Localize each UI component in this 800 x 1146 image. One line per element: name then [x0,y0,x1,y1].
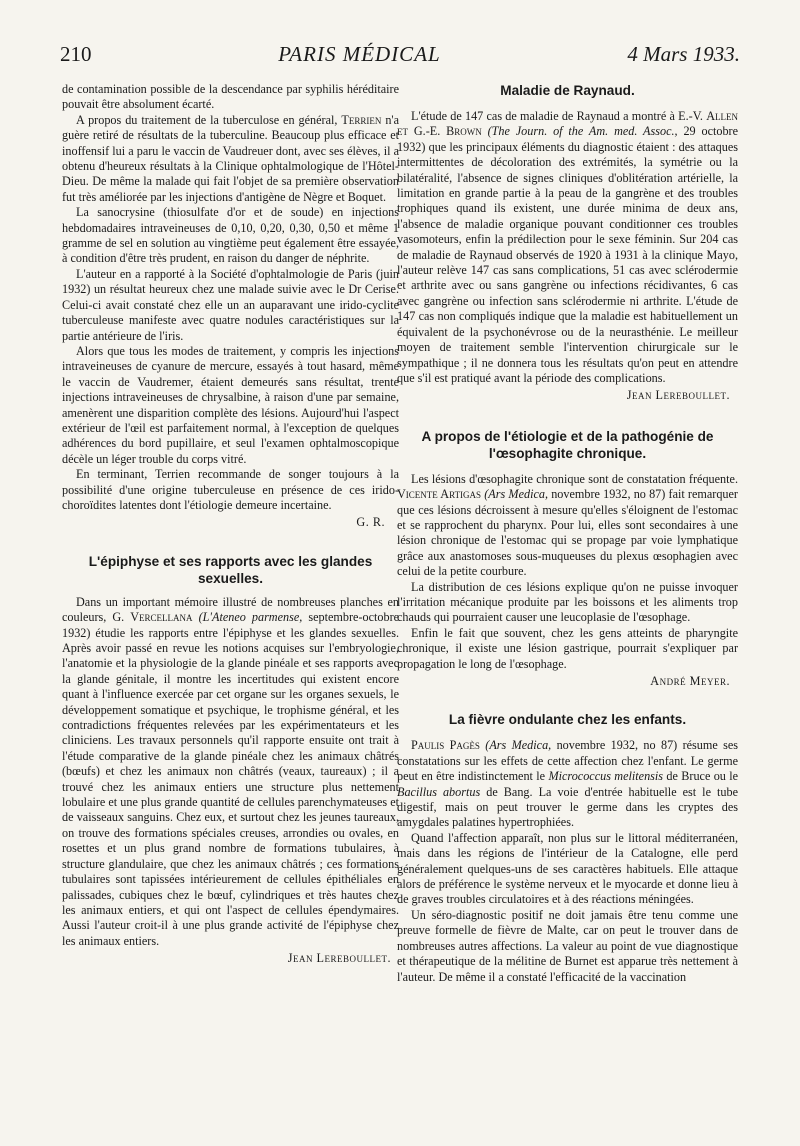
section-title-fievre: La fièvre ondulante chez les enfants. [448,712,687,728]
paragraph: L'auteur en a rapporté à la Société d'ophtalmologie de Paris (juin 1932) un résultat heureux chez une malade suivie avec le Dr Cerise. Celui-ci avait constaté chez elle un an auparavant une irido-cyclite tuberculeuse manifeste avec quatre nodules caractéristiques sur la partie antérieure de l'iris. [62,266,399,343]
paragraph: La distribution de ces lésions explique qu'on ne puisse invoquer l'irritation mécanique produite par les boissons et les aliments trop chauds qui pourraient causer une leucoplasie de l'œsophage. [397,579,738,625]
germ-name: Micrococcus melitensis [548,769,664,784]
page-number: 210 [60,42,92,66]
page-header [60,42,740,74]
signature: G. R. [356,515,385,530]
paragraph: L'étude de 147 cas de maladie de Raynaud a montré à E.-V. Allen et G.-E. Brown (The Journ. of the Am. med. Assoc., 29 octobre 1932) que les principaux éléments du diagnostic étaient : des attaques intermittentes de décoloration des extrémités, la symétrie ou la bilatéralité, l'absence de signes cliniques d'oblitération artérielle, la limitation en grande partie à la peau de la gangrène et des troubles trophiques quand ils existent, une durée minima de deux ans, l'absence de maladie organique pouvant conditionner ces troubles vasomoteurs, enfin la prédilection pour le sexe féminin. Sur 204 cas de maladie de Raynaud observés de 1920 à 1931 à la clinique Mayo, l'auteur relève 147 cas sans complications, 51 cas avec sclérodermie et arthrite avec ou sans gangrène ou infections récidivantes, 6 cas avec gangrène ou infection sans sclérodermie ni arthrite. L'étude de 147 cas non compliqués indique que la maladie est habituellement un équivalent de la psychonévrose ou de la neurasthénie. Le meilleur moyen de traitement semble l'intervention chirurgicale sur le sympathique ; il ne donnera tous les résultats qu'on peut en attendre que s'il est pratiqué avant la période des complications. [397,109,739,385]
paragraph: Un séro-diagnostic positif ne doit jamais être tenu comme une preuve formelle de fièvre de Malte, car on peut le trouver dans de nombreuses autres affections. La valeur au point de vue diagnostique et thérapeutique de la mélitine de Burnet est apparue très nettement à l'auteur. De même il a constaté l'efficacité de la vaccination [397,907,738,984]
paragraph: En terminant, Terrien recommande de songer toujours à la possibilité d'une origine tuberculeuse en présence de ces irido-choroïdites latentes dont l'étiologie demeure incertaine. [62,467,399,512]
author-name: Paulis Pagès [411,738,480,753]
paragraph: Enfin le fait que souvent, chez les gens atteints de pharyngite chronique, il existe une lésion gastrique, pourrait s'expliquer par propagation le long de l'œsophage. [397,625,738,671]
section-title-epiphyse: L'épiphyse et ses rapports avec les glandes sexuelles. [88,553,373,586]
source-title: (Ars Medica, [484,487,549,502]
paragraph: Alors que tous les modes de traitement, y compris les injections intraveineuses de cyanure de mercure, essayés à tout hasard, même le vaccin de Vaudremer, étaient demeurés sans résultat, trente injections intraveineuses de chrysalbine, à raison d'une par semaine, amenèrent une disparition complète des lésions. Aujourd'hui l'aspect extérieur de l'œil est parfaitement normal, à l'exception de quelques adhérences du bord pupillaire, et seul l'examen ophtalmoscopique décèle un léger trouble du corps vitré. [62,343,399,466]
section-title-oesophagite: A propos de l'étiologie et de la pathogénie de l'œsophagite chronique. [421,428,714,461]
signature: Jean Lereboullet. [626,388,730,403]
signature: Jean Lereboullet. [287,951,391,966]
left-column [62,82,399,967]
author-name: Vicente Artigas [397,487,482,502]
paragraph: de contamination possible de la descendance par syphilis héréditaire pouvait être absolument écarté. [62,82,399,112]
paragraph: Paulis Pagès (Ars Medica, novembre 1932, no 87) résume ses constatations sur les effets de cette affection chez l'enfant. Le germe peut en être indistinctement le Micrococcus melitensis de Bruce ou le Bacillus abortus de Bang. La voie d'entrée habituelle est le tube digestif, mais on peut trouver le germe dans les cryptes des amygdales palatines hypertrophiées. [397,738,739,830]
paragraph: A propos du traitement de la tuberculose en général, Terrien n'a guère retiré de résultats de la tuberculine. Beaucoup plus efficace et inoffensif lui a paru le vaccin de Vaudreuer dont, avec ses élèves, il a obtenu d'heureux résultats à la Clinique ophtalmologique de l'Hôtel-Dieu. De même la malade qui fait l'objet de sa première observation fut très améliorée par les injections d'antigène de Nègre et Boquet. [62,112,400,204]
right-column [397,82,738,985]
issue-date: 4 Mars 1933. [627,42,740,66]
paragraph: Quand l'affection apparaît, non plus sur le littoral méditerranéen, mais dans les régions de l'intérieur de la Catalogne, elle perd généralement quelques-uns de ses caractères habituels. Elle attaque alors de préférence le système nerveux et le myocarde et donne lieu à de graves troubles circulatoires et à des réactions méningées. [397,830,738,907]
author-name: Vercellana [130,610,193,625]
source-title: (The Journ. of the Am. med. Assoc., [487,124,678,139]
paragraph: Les lésions d'œsophagite chronique sont de constatation fréquente. Vicente Artigas (Ars Medica, novembre 1932, no 87) fait remarquer que ces lésions décroissent à mesure qu'elles s'éloignent de l'estomac et se rapprochent du pharynx. Pour lui, elles sont secondaires à une lésion chronique de l'estomac qui se propage par voie lymphatique grâce aux anastomoses sous-muqueuses du plexus œsophagien avec celui de la petite courbure. [397,471,738,579]
journal-title: PARIS MÉDICAL [278,42,441,66]
source-title: (L'Ateneo parmense, [198,610,303,625]
source-title: (Ars Medica, [485,738,552,753]
germ-name: Bacillus abortus [397,784,481,799]
author-name: Terrien [341,112,382,127]
paragraph: Dans un important mémoire illustré de nombreuses planches en couleurs, G. Vercellana (L'Ateneo parmense, septembre-octobre 1932) étudie les rapports entre l'épiphyse et les glandes sexuelles. Après avoir passé en revue les notions acquises sur l'embryologie, l'anatomie et la physiologie de la glande pinéale et ses rapports avec la glande génitale, il montre les incertitudes qui existent encore quant à l'influence exercée par cet organe sur les organes sexuels, le développement somatique et psychique, le trophisme général, et les contradictions fréquentes relevées par les expérimentateurs et les cliniciens. Les travaux personnels qu'il rapporte ensuite ont trait à l'étude comparative de la glande pinéale chez les animaux châtrés (bœufs) et chez les animaux non châtrés (veaux, taureaux) ; il a trouvé chez les animaux entiers une structure plus nettement lobulaire et une plus grande quantité de cellules parenchymateuses et de vaisseaux sanguins. Chez eux, et surtout chez les jeunes taureaux, on trouve des formations spéciales creuses, arrondies ou ovales, en rosettes et un plus grand nombre de formations tubulaires, à structure glandulaire, que chez les animaux châtrés ; ces formations tubulaires sont tapissées intérieurement de cellules épithéliales en palissades, cubiques chez le bœuf, cylindriques et très hautes chez les animaux entiers, et qui ont l'aspect de cellules épendymaires. Aussi l'auteur croit-il à une plus grande activité de l'épiphyse chez les animaux entiers. [62,594,400,948]
author-name: Allen et G.-E. Brown [397,109,738,139]
signature: André Meyer. [650,674,730,688]
section-title-raynaud: Maladie de Raynaud. [500,83,635,98]
paragraph: La sanocrysine (thiosulfate d'or et de soude) en injections hebdomadaires intraveineuses de 0,10, 0,20, 0,30, 0,50 et même 1 gramme de sel en solution au vingtième peut également être essayée, à condition d'être très prudent, en raison du danger de néphrite. [62,205,399,266]
